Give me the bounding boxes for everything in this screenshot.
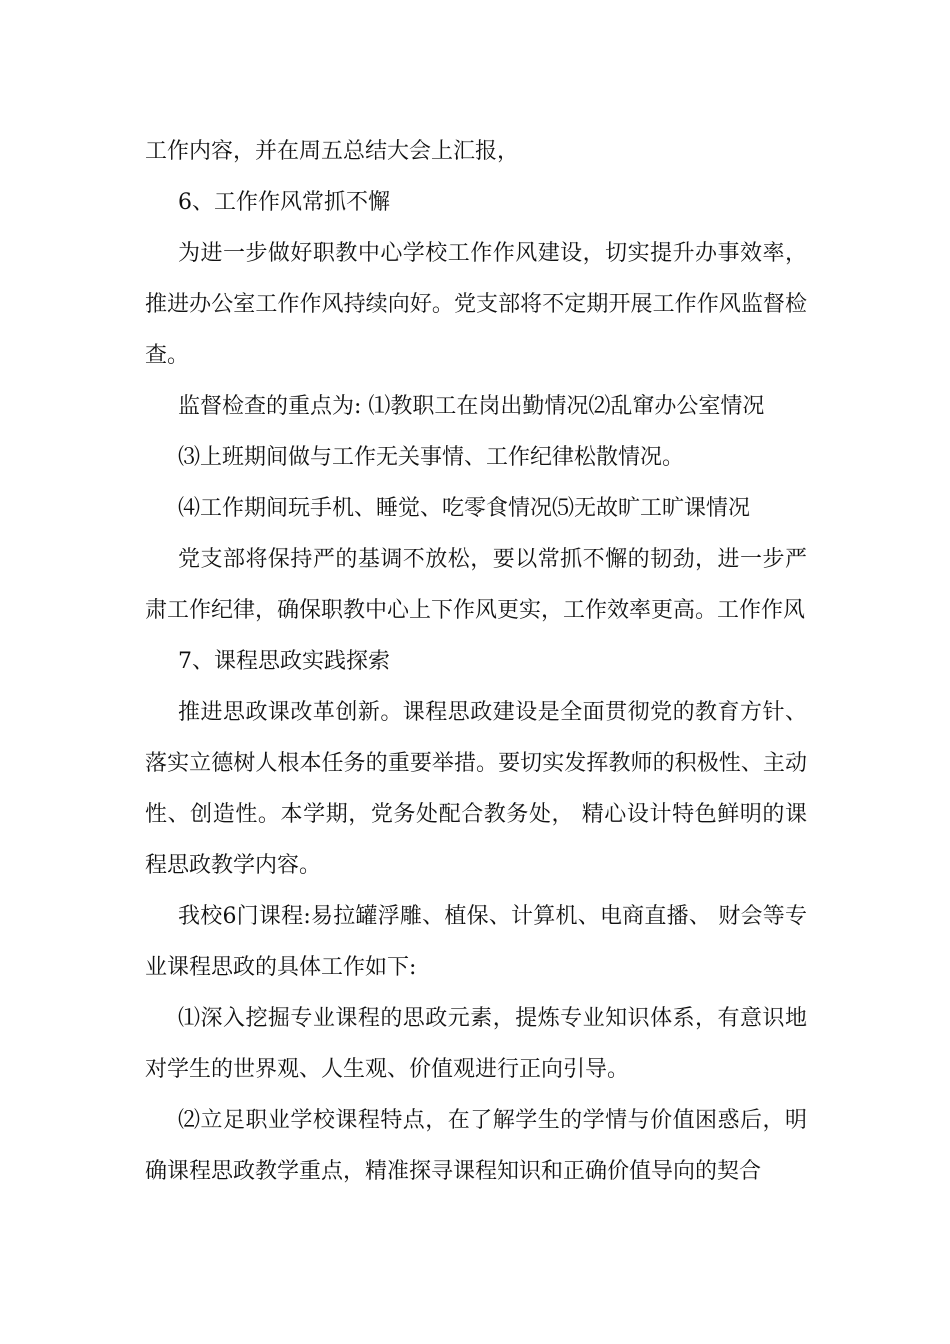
paragraph: 党支部将保持严的基调不放松，要以常抓不懈的韧劲，进一步严肃工作纪律，确保职教中心上下作风更实，工作效率更高。工作作风 — [145, 547, 807, 623]
section-heading: 7、课程思政实践探索 — [178, 649, 390, 674]
paragraph: 监督检查的重点为: ⑴教职工在岗出勤情况⑵乱窜办公室情况 — [178, 394, 765, 419]
section-heading: 6、工作作风常抓不懈 — [178, 190, 390, 215]
paragraph: 工作内容，并在周五总结大会上汇报， — [145, 139, 520, 164]
paragraph: ⑶上班期间做与工作无关事情、工作纪律松散情况。 — [178, 445, 685, 470]
paragraph: 我校6门课程:易拉罐浮雕、植保、计算机、电商直播、 财会等专业课程思政的具体工作如下: — [145, 904, 807, 980]
paragraph: 推进思政课改革创新。课程思政建设是全面贯彻党的教育方针、落实立德树人根本任务的重要举措。要切实发挥教师的积极性、主动性、创造性。本学期，党务处配合教务处， 精心设计特色鲜明的课程思政教学内容。 — [145, 700, 807, 878]
paragraph: ⑷工作期间玩手机、睡觉、吃零食情况⑸无故旷工旷课情况 — [178, 496, 751, 521]
paragraph: ⑵立足职业学校课程特点，在了解学生的学情与价值困惑后，明确课程思政教学重点，精准探寻课程知识和正确价值导向的契合 — [145, 1108, 807, 1184]
paragraph: ⑴深入挖掘专业课程的思政元素，提炼专业知识体系，有意识地对学生的世界观、人生观、价值观进行正向引导。 — [145, 1006, 807, 1082]
paragraph: 为进一步做好职教中心学校工作作风建设，切实提升办事效率，推进办公室工作作风持续向好。党支部将不定期开展工作作风监督检查。 — [145, 241, 807, 368]
document-body — [145, 126, 807, 1197]
